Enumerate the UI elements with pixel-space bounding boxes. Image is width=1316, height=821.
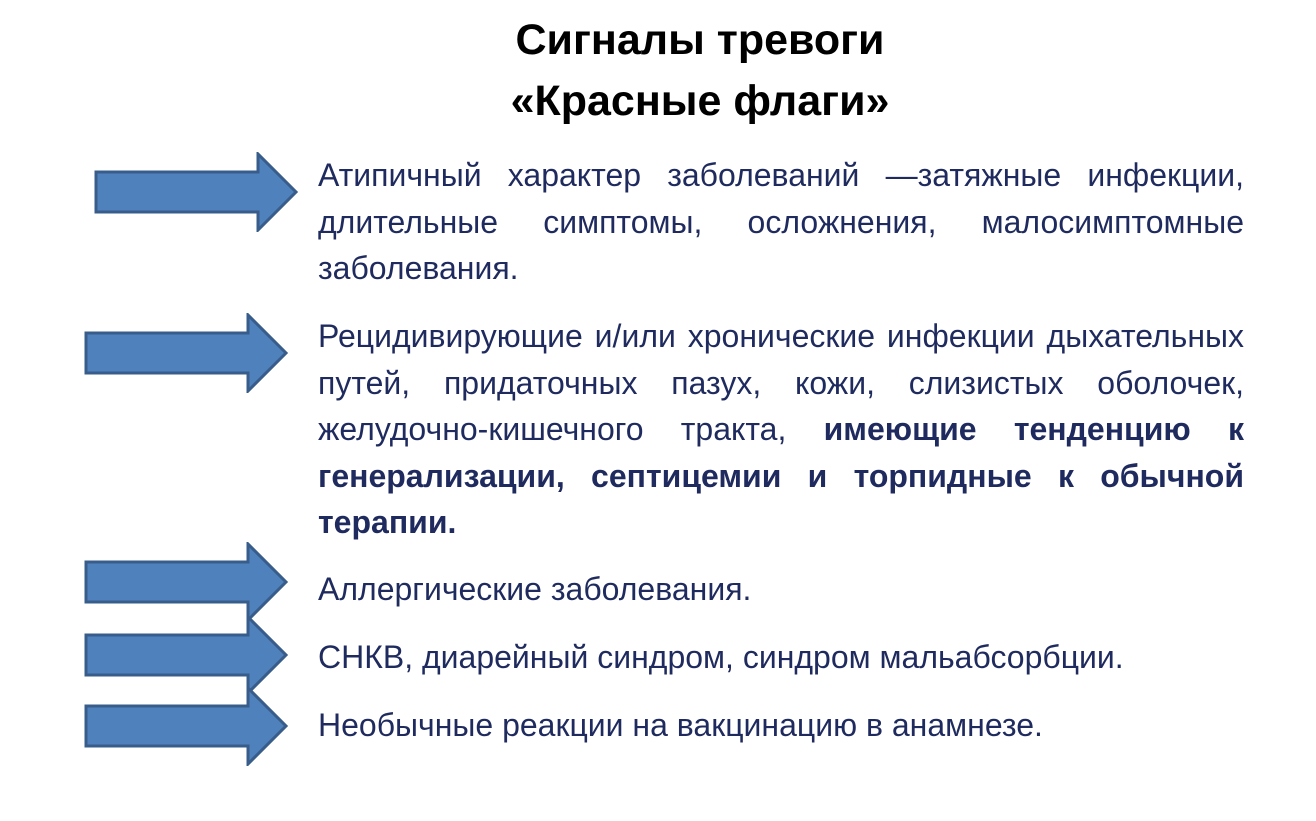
slide-title [300, 10, 1100, 132]
list-item [318, 152, 1244, 292]
list-item-text: Атипичный характер заболеваний —затяжные инфекции, длительные симптомы, осложнения, малосимптомные заболевания. [318, 157, 1244, 286]
list-item-text: Рецидивирующие и/или хронические инфекции дыхательных путей, придаточных пазух, кожи, слизистых оболочек, желудочно-кишечного тракта, [318, 318, 1244, 447]
list-item [318, 702, 1244, 749]
title-line-1: Сигналы тревоги [515, 16, 885, 64]
right-arrow-icon [94, 152, 300, 232]
list-item-text: СНКВ, диарейный синдром, синдром мальабсорбции. [318, 639, 1124, 675]
right-arrow-icon [84, 542, 290, 622]
title-line-2: «Красные флаги» [510, 77, 890, 125]
right-arrow-icon [84, 313, 290, 393]
list-item [318, 313, 1244, 546]
list-item-text: Необычные реакции на вакцинацию в анамнезе. [318, 707, 1043, 743]
list-item-text: Аллергические заболевания. [318, 571, 752, 607]
list-item [318, 634, 1244, 681]
right-arrow-icon [84, 615, 290, 695]
list-item-bold-text: имеющие тенденцию к генерализации, септицемии и торпидные к обычной терапии. [318, 411, 1245, 540]
right-arrow-icon [84, 686, 290, 766]
list-item [318, 566, 1244, 613]
